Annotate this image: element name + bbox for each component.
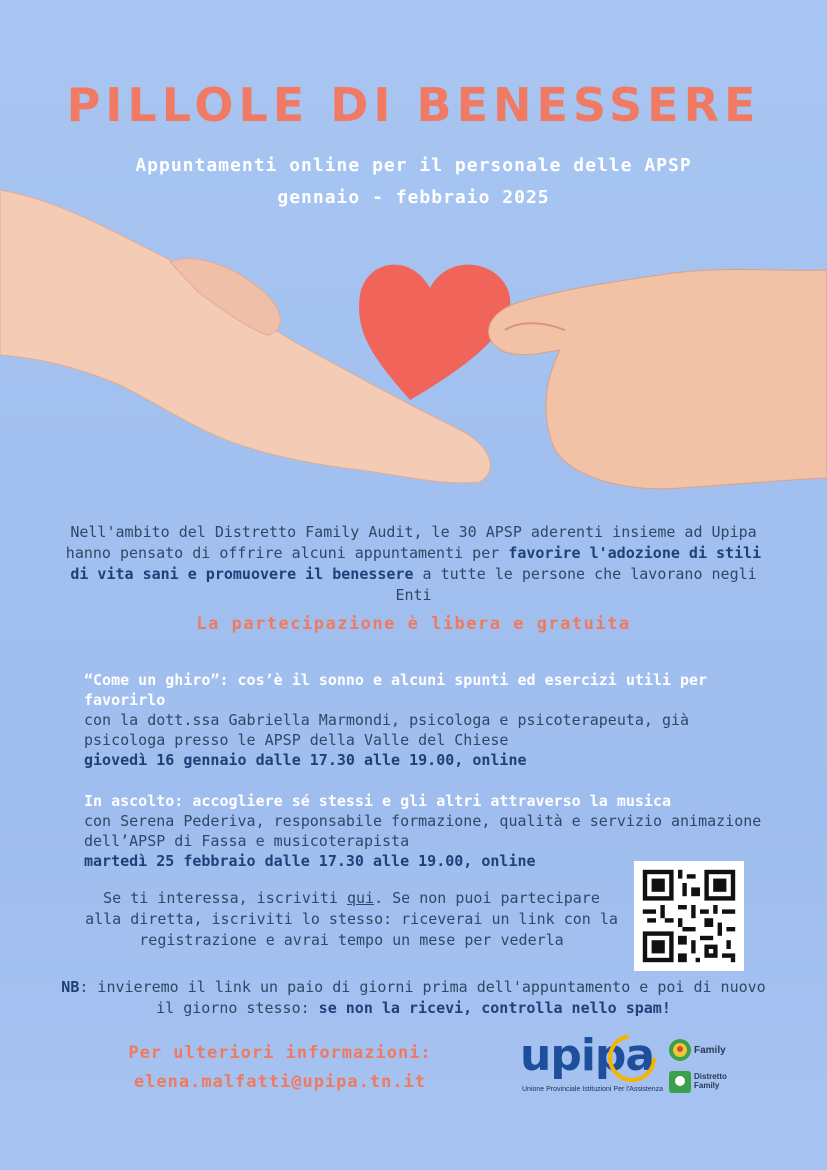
nb-note (60, 977, 767, 1019)
distretto-family-emblem-icon (668, 1070, 692, 1094)
event-2-date: martedì 25 febbraio dalle 17.30 alle 19.00, online (84, 852, 536, 870)
signup-text-before: Se ti interessa, iscriviti (103, 889, 347, 907)
family-logo-text: Family (694, 1045, 726, 1056)
event-1 (84, 670, 764, 770)
contact-email[interactable]: elena.malfatti@upipa.tn.it (133, 1072, 427, 1092)
family-logo (668, 1038, 728, 1064)
intro-text-1: Nell'ambito del Distretto Family Audit, le 30 APSP aderenti insieme ad Upipa hanno pensato di offrire alcuni appuntamenti per (65, 523, 757, 562)
event-1-date: giovedì 16 gennaio dalle 17.30 alle 19.00, online (84, 751, 527, 769)
upipa-ring-icon (606, 1032, 658, 1084)
contact-label: Per ulteriori informazioni: (128, 1043, 432, 1063)
event-2 (84, 791, 764, 871)
event-1-title: “Come un ghiro”: cos’è il sonno e alcuni spunti ed esercizi utili per favorirlo (84, 671, 708, 709)
upipa-caption: Unione Provinciale Istituzioni Per l'Assistenza (522, 1086, 664, 1093)
event-2-speaker: con Serena Pederiva, responsabile formazione, qualità e servizio animazione dell’APSP di Fassa e musicoterapista (84, 812, 762, 850)
heart-icon (359, 265, 510, 400)
right-hand-image (489, 269, 827, 488)
signup-text-after: . Se non puoi partecipare alla diretta, iscriviti lo stesso: riceverai un link con la registrazione e avrai tempo un mese per vederla (85, 889, 618, 949)
distretto-family-logo (668, 1070, 728, 1096)
distretto-family-logo-text (694, 1072, 727, 1090)
upipa-logo-text: upipa (520, 1030, 655, 1081)
nb-text: : invieremo il link un paio di giorni prima dell'appuntamento e poi di nuovo il giorno stesso: (79, 978, 766, 1017)
signup-link[interactable]: qui (346, 889, 375, 907)
intro-paragraph (60, 522, 767, 606)
qr-code[interactable] (634, 861, 744, 971)
poster-dates: gennaio - febbraio 2025 (277, 187, 550, 208)
upipa-logo (520, 1030, 665, 1100)
free-participation-note: La partecipazione è libera e gratuita (196, 614, 631, 634)
nb-warning: se non la ricevi, controlla nello spam! (318, 999, 671, 1017)
poster-subtitle: Appuntamenti online per il personale delle APSP (135, 155, 692, 176)
nb-label: NB (61, 978, 80, 996)
intro-text-2: a tutte le persone che lavorano negli Enti (395, 565, 757, 604)
event-2-title: In ascolto: accogliere sé stessi e gli altri attraverso la musica (84, 792, 671, 810)
event-1-speaker: con la dott.ssa Gabriella Marmondi, psicologa e psicoterapeuta, già psicologa presso le APSP della Valle del Chiese (84, 711, 690, 749)
qr-code-icon (634, 861, 744, 971)
intro-highlight: favorire l'adozione di stili di vita sani e promuovere il benessere (70, 544, 762, 583)
family-label: Family (694, 1081, 720, 1090)
hands-heart-illustration (0, 180, 827, 510)
distretto-label: Distretto (694, 1072, 727, 1081)
family-emblem-icon (668, 1038, 692, 1062)
signup-paragraph (84, 888, 619, 951)
poster-title: PILLOLE DI BENESSERE (66, 78, 761, 132)
